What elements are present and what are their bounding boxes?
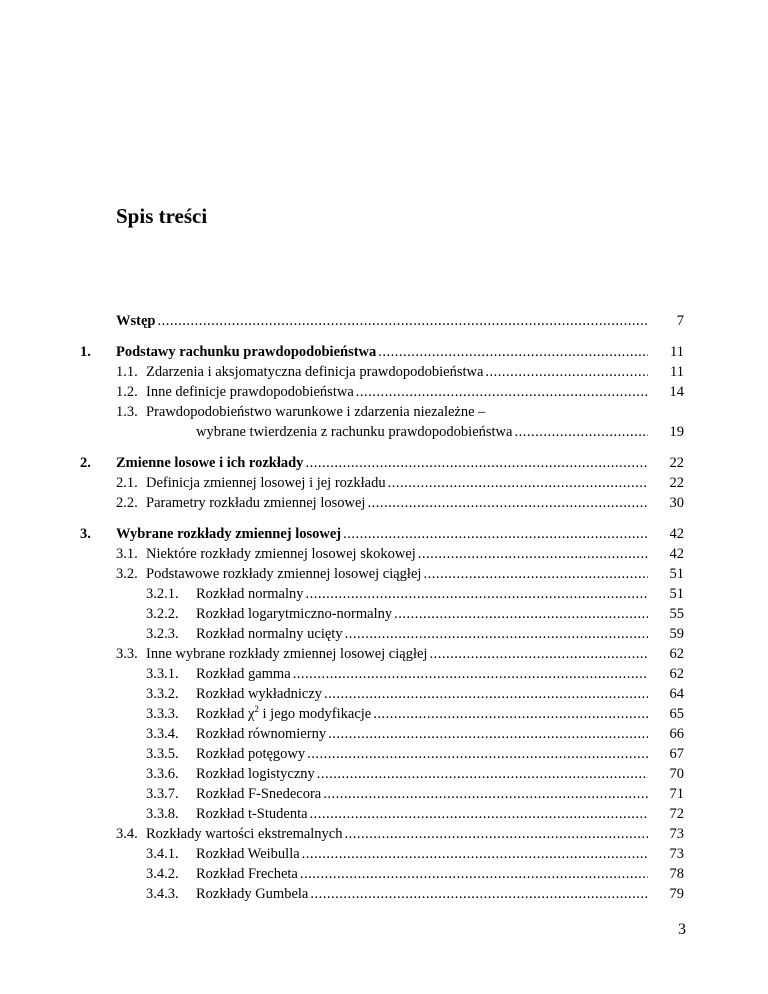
toc-page-number: 22 — [669, 475, 684, 491]
toc-section-number: 1.2. — [116, 384, 138, 400]
toc-section-label: Zdarzenia i aksjomatyczna definicja prawdopodobieństwa — [146, 364, 484, 380]
toc-entry-label: Wstęp — [116, 313, 156, 329]
toc-subsection-number: 3.3.6. — [146, 766, 179, 782]
toc-subsection-label: Rozkład równomierny — [196, 726, 327, 742]
toc-subsection-label: Rozkłady Gumbela — [196, 886, 309, 902]
toc-subsection-number: 3.3.3. — [146, 706, 179, 722]
toc-subsection-label: Rozkład F-Snedecora — [196, 786, 322, 802]
toc-page-number: 7 — [676, 313, 684, 329]
toc-section-label: Inne wybrane rozkłady zmiennej losowej ciągłej — [146, 646, 428, 662]
toc-subsection-label: Rozkład potęgowy — [196, 746, 306, 762]
toc-chapter-number: 2. — [80, 455, 91, 471]
page-number: 3 — [678, 921, 686, 938]
toc-page-number: 67 — [669, 746, 684, 762]
toc-section-3-3[interactable] — [0, 644, 768, 664]
toc-page-number: 11 — [670, 364, 684, 380]
toc-chapter-1[interactable] — [0, 342, 768, 362]
toc-chapter-3[interactable] — [0, 524, 768, 544]
toc-page-number: 59 — [669, 626, 684, 642]
toc-section-number: 3.1. — [116, 546, 138, 562]
toc-page-number: 22 — [669, 455, 684, 471]
toc-subsection-3-2-2[interactable] — [0, 604, 768, 624]
toc-chapter-number: 3. — [80, 526, 91, 542]
toc-subsection-label: Rozkład Frecheta — [196, 866, 298, 882]
toc-subsection-3-3-1[interactable] — [0, 664, 768, 684]
toc-subsection-3-4-2[interactable] — [0, 864, 768, 884]
page-title: Spis treści — [116, 204, 208, 228]
toc-subsection-number: 3.3.8. — [146, 806, 179, 822]
toc-subsection-label-suffix: i jego modyfikacje — [258, 706, 372, 722]
toc-section-2-1[interactable] — [0, 473, 768, 493]
toc-page-number: 51 — [669, 586, 684, 602]
toc-subsection-number: 3.3.7. — [146, 786, 179, 802]
toc-subsection-3-3-6[interactable] — [0, 764, 768, 784]
toc-subsection-number: 3.3.5. — [146, 746, 179, 762]
toc-subsection-number: 3.2.2. — [146, 606, 179, 622]
toc-chapter-label: Wybrane rozkłady zmiennej losowej — [116, 526, 342, 542]
toc-subsection-number: 3.3.1. — [146, 666, 179, 682]
toc-subsection-number: 3.4.1. — [146, 846, 179, 862]
toc-page-number: 65 — [669, 706, 684, 722]
toc-section-3-4[interactable] — [0, 824, 768, 844]
toc-section-label: Prawdopodobieństwo warunkowe i zdarzenia niezależne – — [146, 404, 486, 420]
toc-subsection-number: 3.2.3. — [146, 626, 179, 642]
toc-section-number: 3.2. — [116, 566, 138, 582]
toc-subsection-3-3-8[interactable] — [0, 804, 768, 824]
toc-subsection-number: 3.2.1. — [146, 586, 179, 602]
toc-section-number: 1.3. — [116, 404, 138, 420]
toc-subsection-label: Rozkład normalny — [196, 586, 304, 602]
toc-page-number: 79 — [669, 886, 684, 902]
toc-section-label: Niektóre rozkłady zmiennej losowej skokowej — [146, 546, 416, 562]
toc-section-number: 2.1. — [116, 475, 138, 491]
toc-page-number: 62 — [669, 646, 684, 662]
toc-page-number: 73 — [669, 846, 684, 862]
toc-section-number: 1.1. — [116, 364, 138, 380]
toc-page-number: 14 — [669, 384, 684, 400]
toc-page-number: 78 — [669, 866, 684, 882]
toc-page-number: 66 — [669, 726, 684, 742]
toc-section-1-3-continuation[interactable] — [0, 422, 768, 442]
toc-page-number: 30 — [669, 495, 684, 511]
toc-chapter-label: Zmienne losowe i ich rozkłady — [116, 455, 304, 471]
toc-page-number: 55 — [669, 606, 684, 622]
toc-page-number: 62 — [669, 666, 684, 682]
toc-page-number: 42 — [669, 526, 684, 542]
toc-page-number: 51 — [669, 566, 684, 582]
toc-section-label: Inne definicje prawdopodobieństwa — [146, 384, 354, 400]
toc-subsection-label: Rozkład normalny ucięty — [196, 626, 343, 642]
toc-section-label: Definicja zmiennej losowej i jej rozkładu — [146, 475, 386, 491]
toc-subsection-3-2-3[interactable] — [0, 624, 768, 644]
toc-subsection-label: Rozkład Weibulla — [196, 846, 300, 862]
toc-subsection-label: Rozkład wykładniczy — [196, 686, 323, 702]
toc-subsection-label: Rozkład t-Studenta — [196, 806, 308, 822]
toc-subsection-number: 3.3.4. — [146, 726, 179, 742]
toc-section-1-1[interactable] — [0, 362, 768, 382]
toc-page-number: 64 — [669, 686, 684, 702]
toc-subsection-label: Rozkład gamma — [196, 666, 291, 682]
toc-subsection-3-3-7[interactable] — [0, 784, 768, 804]
toc-chapter-number: 1. — [80, 344, 91, 360]
toc-entry-intro[interactable] — [0, 311, 768, 331]
toc-section-number: 3.3. — [116, 646, 138, 662]
toc-page-number: 71 — [669, 786, 684, 802]
toc-section-1-3[interactable] — [0, 402, 768, 422]
toc-page-number: 70 — [669, 766, 684, 782]
toc-subsection-label: Rozkład logistyczny — [196, 766, 315, 782]
toc-section-3-1[interactable] — [0, 544, 768, 564]
toc-page-number: 11 — [670, 344, 684, 360]
toc-subsection-3-3-2[interactable] — [0, 684, 768, 704]
toc-subsection-3-3-4[interactable] — [0, 724, 768, 744]
toc-subsection-number: 3.3.2. — [146, 686, 179, 702]
toc-section-number: 2.2. — [116, 495, 138, 511]
toc-page-number: 42 — [669, 546, 684, 562]
table-of-contents — [0, 311, 768, 904]
toc-subsection-label: Rozkład logarytmiczno-normalny — [196, 606, 393, 622]
toc-section-label: Podstawowe rozkłady zmiennej losowej ciągłej — [146, 566, 422, 582]
toc-page-number: 73 — [669, 826, 684, 842]
superscript: 2 — [254, 704, 259, 714]
toc-subsection-3-4-3[interactable] — [0, 884, 768, 904]
toc-section-label: Rozkłady wartości ekstremalnych — [146, 826, 343, 842]
toc-section-label: Parametry rozkładu zmiennej losowej — [146, 495, 366, 511]
toc-subsection-3-3-3[interactable] — [0, 704, 768, 724]
toc-chapter-2[interactable] — [0, 453, 768, 473]
toc-subsection-3-4-1[interactable] — [0, 844, 768, 864]
toc-page-number: 19 — [669, 424, 684, 440]
toc-section-number: 3.4. — [116, 826, 138, 842]
toc-chapter-label: Podstawy rachunku prawdopodobieństwa — [116, 344, 377, 360]
toc-subsection-label — [196, 704, 373, 724]
toc-section-1-2[interactable] — [0, 382, 768, 402]
toc-subsection-3-2-1[interactable] — [0, 584, 768, 604]
toc-page-number: 72 — [669, 806, 684, 822]
toc-section-label-continuation: wybrane twierdzenia z rachunku prawdopodobieństwa — [196, 424, 513, 440]
toc-subsection-3-3-5[interactable] — [0, 744, 768, 764]
toc-subsection-label-prefix: Rozkład χ — [196, 706, 255, 722]
toc-subsection-number: 3.4.3. — [146, 886, 179, 902]
toc-section-2-2[interactable] — [0, 493, 768, 513]
toc-subsection-number: 3.4.2. — [146, 866, 179, 882]
toc-section-3-2[interactable] — [0, 564, 768, 584]
